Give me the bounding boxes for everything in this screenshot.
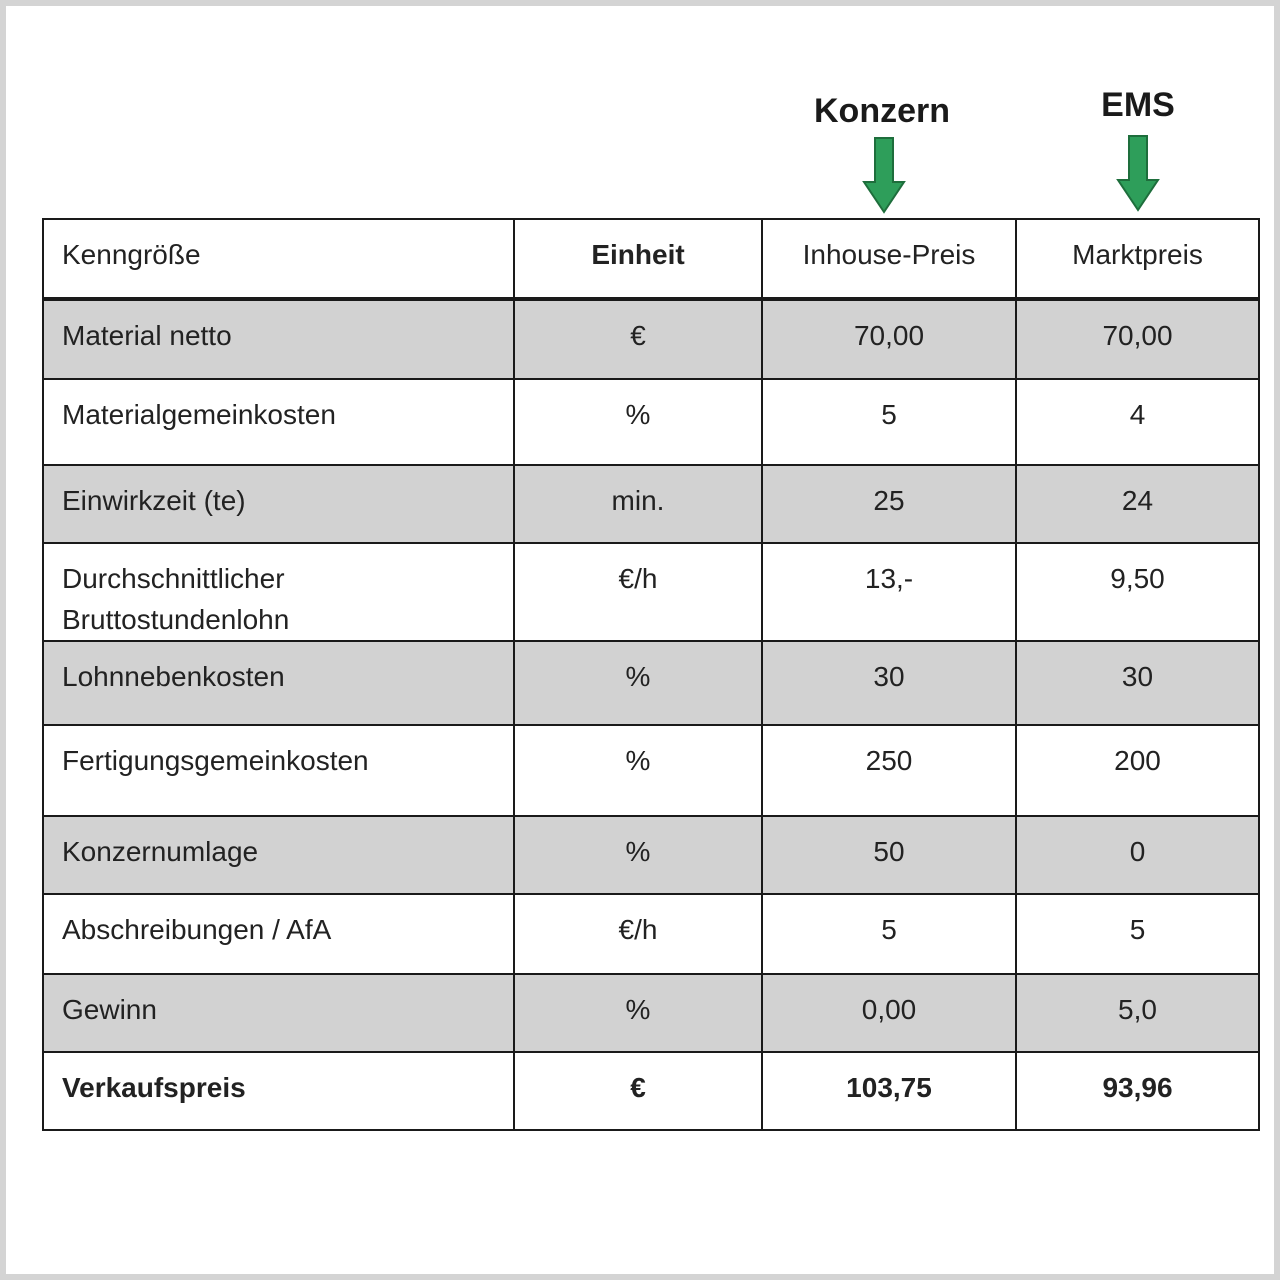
table-row <box>43 299 1259 379</box>
row-markt-value: 9,50 <box>1016 543 1259 641</box>
row-unit: % <box>514 641 762 725</box>
row-markt-value: 93,96 <box>1016 1052 1259 1130</box>
table-row <box>43 725 1259 816</box>
header-marktpreis: Marktpreis <box>1016 219 1259 299</box>
row-label: Abschreibungen / AfA <box>43 894 514 974</box>
table-header-row <box>43 219 1259 299</box>
row-label: Fertigungsgemeinkosten <box>43 725 514 816</box>
table-row <box>43 974 1259 1052</box>
row-inhouse-value: 70,00 <box>762 299 1016 379</box>
row-label: Durchschnittlicher Bruttostundenlohn <box>43 543 514 641</box>
row-markt-value: 30 <box>1016 641 1259 725</box>
row-inhouse-value: 25 <box>762 465 1016 543</box>
row-markt-value: 0 <box>1016 816 1259 894</box>
table-row <box>43 894 1259 974</box>
arrow-down-icon <box>1116 134 1160 212</box>
header-kenngroesse: Kenngröße <box>43 219 514 299</box>
row-markt-value: 200 <box>1016 725 1259 816</box>
row-markt-value: 4 <box>1016 379 1259 465</box>
row-unit: €/h <box>514 543 762 641</box>
row-label: Material netto <box>43 299 514 379</box>
konzern-label: Konzern <box>814 92 950 130</box>
row-inhouse-value: 50 <box>762 816 1016 894</box>
row-inhouse-value: 5 <box>762 894 1016 974</box>
arrow-down-icon <box>862 136 906 214</box>
row-label: Materialgemeinkosten <box>43 379 514 465</box>
table-row <box>43 465 1259 543</box>
row-unit: % <box>514 974 762 1052</box>
row-inhouse-value: 250 <box>762 725 1016 816</box>
row-inhouse-value: 13,- <box>762 543 1016 641</box>
table-row-total <box>43 1052 1259 1130</box>
row-inhouse-value: 30 <box>762 641 1016 725</box>
row-unit: € <box>514 299 762 379</box>
table-row <box>43 816 1259 894</box>
row-markt-value: 5,0 <box>1016 974 1259 1052</box>
ems-label: EMS <box>1101 86 1175 124</box>
row-unit: % <box>514 816 762 894</box>
header-inhouse-preis: Inhouse-Preis <box>762 219 1016 299</box>
row-label: Einwirkzeit (te) <box>43 465 514 543</box>
row-label: Konzernumlage <box>43 816 514 894</box>
row-unit: min. <box>514 465 762 543</box>
row-markt-value: 24 <box>1016 465 1259 543</box>
row-markt-value: 70,00 <box>1016 299 1259 379</box>
row-inhouse-value: 103,75 <box>762 1052 1016 1130</box>
row-unit: €/h <box>514 894 762 974</box>
row-label: Gewinn <box>43 974 514 1052</box>
row-label: Verkaufspreis <box>43 1052 514 1130</box>
row-inhouse-value: 5 <box>762 379 1016 465</box>
row-inhouse-value: 0,00 <box>762 974 1016 1052</box>
table-row <box>43 641 1259 725</box>
row-markt-value: 5 <box>1016 894 1259 974</box>
table-row <box>43 543 1259 641</box>
row-label: Lohnnebenkosten <box>43 641 514 725</box>
cost-comparison-table <box>42 218 1260 1131</box>
row-unit: € <box>514 1052 762 1130</box>
table-row <box>43 379 1259 465</box>
header-einheit: Einheit <box>514 219 762 299</box>
row-unit: % <box>514 379 762 465</box>
row-unit: % <box>514 725 762 816</box>
